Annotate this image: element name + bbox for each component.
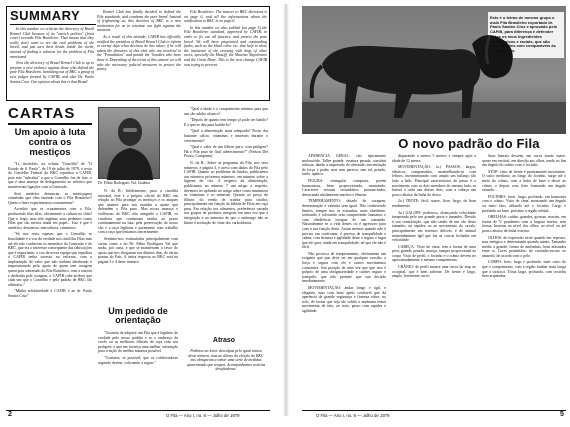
letter-paragraph: N. da R.: Infelizmente, para a cinofilia nacional, este é o próprio oficial do BKC em relação ao Fila protegar os mestiços e os ataques que usamos para nos mandar a ajuste que defendem o Fila puro. Mas nossa ameaça e violências do BKC não atingirão a CAFIB, os criadores que continuam unidos ao prazo continuamente na luta, pela preservação do nosso cão e a raça legítima e puramente com trabalho com a raça que tentamos sinceramente. [98, 189, 178, 235]
summary-title-rule [10, 24, 96, 25]
article-paragraph: ORELHAS: caídas, grandes, grossas, macias, em forma de V, pendentes com a largura inteira, sem forma. Insertas no nível dos olhos, ao nível ou até pouco abaixo da linha externa. [482, 215, 566, 233]
footer-rule [6, 410, 270, 411]
letter-paragraph: Acredito que os cruzamentos com o Fila, produzindo filas filas, obviamente a cultura no chão! Que o leigo, mas não ingênuo seus pedantes como Filas que são menos ainda em papel... Isso é que é antiético, desonesto, mercadoria, criminoso. [8, 207, 92, 230]
article-paragraph: OLHOS: de expressão triste quando em repouso, mas enérgica e determinada quando atento. Tamanho médio a grande, forma de amêndoas, bem afastados entre si. Cores permitidas: do castanho-escuro ao amarelo, de acordo com o pelo. [482, 235, 566, 258]
left-page [6, 6, 270, 418]
letter-paragraph: Será antiético denunciar as mestiçagens cometidas que vêm fazendo com o Fila Brasileiro? Quem o fazer experimentou cruzamentos? [8, 191, 92, 205]
letter-paragraph: "Gostaria de adquirir um Fila que é legítimo de verdade pelo nosso padrão e se o endereço de vocês ou os melhores filhotes de raça com seu pedigree, e que me forneça uma melhor orientação para criação do melhor maneira possível. [98, 331, 178, 354]
cartas-column-2b [98, 331, 178, 409]
footer-rule [302, 410, 566, 411]
running-footer: O Fila — Ano I, no. 8 — Julho de 1979 [316, 413, 390, 418]
article-column-1 [302, 154, 386, 408]
summary-column-2 [97, 10, 181, 100]
page-number: 5 [560, 411, 564, 418]
article-paragraph: STOP: visto de frente é praticamente inexistente. O sulco mediano, ao longo do focinho, surge até o meio do crânio, com a linha de base e desce ao crânio, e depois com feito formando um ângulo estando... [482, 169, 566, 193]
summary-column-1 [10, 27, 94, 100]
summary-title: SUMMARY [10, 8, 81, 23]
article-paragraph: CRÂNIO: de perfil mostra uma curva do stop ao occipital, que é bem saliente. De frente é largo, amplo, levemente curvo. [392, 265, 476, 279]
headline-apoio: Um apoio à luta contra os mestiços [14, 127, 86, 158]
summary-column-3 [184, 10, 267, 100]
headline-pedido: Um pedido de orientação [108, 306, 168, 326]
person-silhouette-icon [99, 108, 161, 180]
cartas-column-3 [184, 107, 268, 335]
summary-paragraph: Now the directory of Brazil Kennel Club is up to prepare a new violence against those who defend the pure Fila Brasileiro, banishing out of BKC a group of new judges formed by CAFIB, and also Dr. Paulo Santos Cruz. Our opinion about this is that Brazil [10, 61, 94, 84]
portrait-caption: Dr. Fábio Rodrigues Val, Goiânia [98, 181, 151, 185]
letter-paragraph: "Minha solidariedade à CAFIB e ao dr. Paulo Santos Cruz" [8, 289, 92, 299]
summary-paragraph: In this number we criticize the directory of Brazil Kennel Club because of its "ostrich politics" (front cover) towards Fila Brasileiro. That means that they really don't want to see the real problems of the breed, and just turn their heads inside the earth, instead of finding a solution for the problem of Fila mentioned. [10, 27, 94, 59]
article-paragraph: Não provoca de temperamento, obviamente um exigente que que deve ser em qualquer ocasião, a força e segura com ele e outros movimentos constantes. Sua posição de uma vez que que isso é próprio de uma obrigatoriedade e caráter seguro e tranquilo, que não permite que sua decisão imediatamente. [302, 251, 386, 284]
cartas-column-2 [98, 189, 178, 305]
summary-paragraph: In this number we also publish (on page 5) the Fila Brasileiro standard, approved by CAFIB, in order to fix our all fanciers, and protect the pure breed. We will have pinpointed and outstanding faults, such as the black color etc. that help to show the insistence of the crossing with dogs of other races, specially the Mastiff, the Mastino Napoletano and the Great Dane. This is the new change CAFIB was trying to prevent. [184, 25, 267, 67]
article-paragraph: FIGURA: retangular compacta, porém harmoniosa, bem proporcionada, mostrando. Caracteres sexuais secundários pronunciados, destacando nitidamente machos e fêmeas. [302, 178, 386, 197]
letter-paragraph: Sentimo-nos estimulados principalmente com cartas como a do Dr. Fábio Rodrigues Val que serão, por carta, e que se manifestem a favor do apoio que nos chegaram nos últimos dias, de várias pontas do País. A única resposta ao BKC está na página 3 e 4 deste número. [98, 236, 178, 264]
article-column-3 [482, 154, 566, 408]
article-paragraph: disparando a menos 5 metros e sempre após a idade de 12 meses. [392, 154, 476, 163]
article-paragraph: Suas laterais descem, em curva muito suave, quase em vertical, em direção aos olhos, tendo ao fim um ângulo do crânio com o focinho. [482, 154, 566, 168]
letter-paragraph: "Li, incrédulo, na coluna "Cinofilia" de "O Estado de S. Paulo", de 19 de julho de 1979, o texto do Conselho Federal do BKC repudiou a CAFIB, pois este "substitui" o que o Conselho faz de fato, o que é uma ameaça de desligamento ao seletivo que mantiveram ligações com a Comissão. [8, 162, 92, 189]
summary-paragraph: Kennel Club has finally decided to defend the Fila standards, and condemn the pure breed. Instead of frightening us, this decision of BKC is a new motivation for us to continue our fight against the mestizos. [97, 10, 181, 33]
letter-paragraph: "Qual o valor de um filhote puro, com pedigree? Há o Fila puro de fácil aderecimento?" (Nelson Del Pozzo, Campinas) [184, 145, 268, 159]
article-headline: O novo padrão do Fila [398, 136, 540, 151]
article-paragraph: TEMPERAMENTO: dotado de coragem, determinação e valentia sem igual. Não conhecendo limites, sempre nos os estranhos, mais obediente, aceitando e tolerando sem compreender humanos e com obediência incapaz de um comando. Naturalmente se a vida destes ou é agressivo para com a sua função deste. Assim mesmo quando não é preciso em confrontar, é preciso de tranquilidade e calma, com firmeza e agilidade deste o seguro e lugar que ele quer, ainda em tranquilidade, tal que ele não é fácil. [302, 199, 386, 250]
page-gutter [283, 4, 289, 416]
page-number: 2 [8, 411, 12, 418]
cartas-rule [8, 123, 92, 125]
running-footer: O Fila — Ano I, no. 8 — Julho de 1979 [166, 413, 240, 418]
article-paragraph: 3a.) GALOPE: poderoso, alcançando velocidade inesperada pelo seu grande porte e tamanho. Devido à sua constituição, que não sendo de um cão deste tamanho, na rapidez ou ao movimento do cavalo, principalmente em terrenos difíceis, é de animal tremendamente ágil que faz as curvas fechadas em velocidade. [392, 210, 476, 243]
summary-paragraph: Fila Brasileiro. The answer to BKC decisions is on page 6, and all the informations about the notification to BKC is on page 6. [184, 10, 267, 24]
notice-paragraph: Pedimos ao leitor desculpas pelo igual atraso deste número, mas ao último da eleição do BKC nos obrigaram a tomar uma série de medidas aparentando que tempos. Acompanhamos notícias desafiadoras. [186, 349, 266, 372]
cartas-column-3b [186, 349, 266, 407]
article-paragraph: MOVIMENTAÇÃO: andar longo e ágil, e elegante, mas com bom apelo confiável que dá aparência de grande segurança e firmeza sobre, no solo, de forma que seja tão sólido a nenhuma tentar movimento de fato, ao trote, passo com rapidez e agilidade. [302, 286, 386, 313]
article-paragraph: MOVIMENTAÇÃO: la.) PASSOS, largos, elásticos, compassados, assemelhando-se com felinos, movimentando com amplo um balanço tão lado a lado. Principal característica do passo é o movimento com os dois membros do mesmo lado, se lateral a cada um desses dois, com a cabeça um pouco abaixo da linha do dorso. [392, 165, 476, 197]
letter-paragraph: N. da R.: Sobre as perguntas do Fila, nos seus números, a página 3, e aceso com dados do Fila pelo CAFIB. Quanto ao problema de fundos, publicamos aos números próximos números, em número sobre a higiene do cão. A respeito da alimentação, publicamos no número 7 um artigo a respeito, devemos ter aplicado no artigo sobre como minimizar as vitaminas e os minerais. Quanto ao preço do filhote, do vendo de criador para criador, principalmente em função da bebida de Filas em raça pura. Em relação aos alimentos, preferência variada aos grupos de produtos integrais em uma vez que a integração e ao aumento de que o estômago não se limite à aceitação de vinte dos carboidratos. [184, 160, 268, 225]
letter-paragraph: "Qual a alimentação mais adequada? Posso dar bastante cálcio, vitaminas e minerais durante o crescimento? [184, 129, 268, 143]
article-paragraph: CABEÇA: Visto de cima, tem a forma de uma pera, grande, pesada, maciça, sempre proporcional ao corpo. Visto de perfil, o focinho e o crânio devem ter aproximadamente o mesmo comprimento. [392, 244, 476, 263]
letter-paragraph: "Contatos, se possível, que os colaboradores segundo devem, colocando a seguir." [98, 355, 178, 365]
right-page [302, 6, 566, 418]
article-paragraph: APARÊNCIA GERAL: cão tipicamente molossóide. Tallee grande, ossatura pesada, constitui robusta, dando a impressão de ahestada concentração de força e poder, mas sem parecer, tem tal, pesado, tardo, apático. [302, 154, 386, 177]
article-paragraph: CORPO: forte, largo e profundo, mais curto do que o comprimento, com a região lombar mais longa que a torácica. Tórax largo, profundo, com costelas bem arqueadas. [482, 260, 566, 279]
photo-caption: Este é o tetrao de mesmo grupo o mais Fila Brasileiro exportado dr. Paulo Santos Cruz e aprovado pelo CAFIB, para diferença e defender todos os seus ingredientes morfológicos e raciais, que são perturbações com comparáveis às mestiçagens. [490, 15, 558, 53]
letter-paragraph: "Só nos resta esperar que o Conselho se brasilidade e a voz da verdade nos cinófilos Filas mas até ele não conhecem os meandros da Comissão e do BKC, que era o interesse conseqüente das fabricações que é importante, a voz da nossa equipe que repudiou o CAFIB tenha sucesso na reforma, com a implantação do valor que não tenham idealizado e impressionado pelo apoio de quem tem coragem quem pois sobretudo do Fila Brasileiro, com a sincera e dedicada pela coragem, o CAFIB cabe atribuir que cada um que o Conselho e pelo padrão de BKC tão arbitrário." [8, 232, 92, 287]
letter-paragraph: "Depois de quanto tem tempo já pode ser batido? E a que se deu para batido-lo? [184, 118, 268, 127]
article-paragraph: 2a.) TROTE: fácil, suave, livre, largo, de bom rendimento. [392, 199, 476, 208]
cartas-title: CARTAS [8, 105, 76, 122]
summary-paragraph: As a result of this attitude, CAFIB has officially notified the president of Brazil Kennel Club to inform in twenty days what decision he has taken, if he will admit the directors of this club who are involved in the "Foundation" and punish the "hoodies who have done it. Depending of the terms of this answer we will take the necessary judicial measures to protect the purity [97, 34, 181, 72]
letter-paragraph: "Qual a idade e o comprimento mínimo para que um cão adulto alcance? [184, 107, 268, 116]
article-column-2 [392, 154, 476, 408]
headline-atraso: Atraso [212, 337, 236, 344]
cartas-column-1 [8, 162, 92, 408]
article-paragraph: FOCINHO: forte, largo, profundo, em harmonia com o crânio. Visto de cima, mostrando um ângulo ou meio fino, afilando até o focinho. Largo e profundo na base, próximo a região orbital. [482, 194, 566, 213]
summary-box [6, 6, 270, 101]
portrait-photo [98, 107, 160, 179]
